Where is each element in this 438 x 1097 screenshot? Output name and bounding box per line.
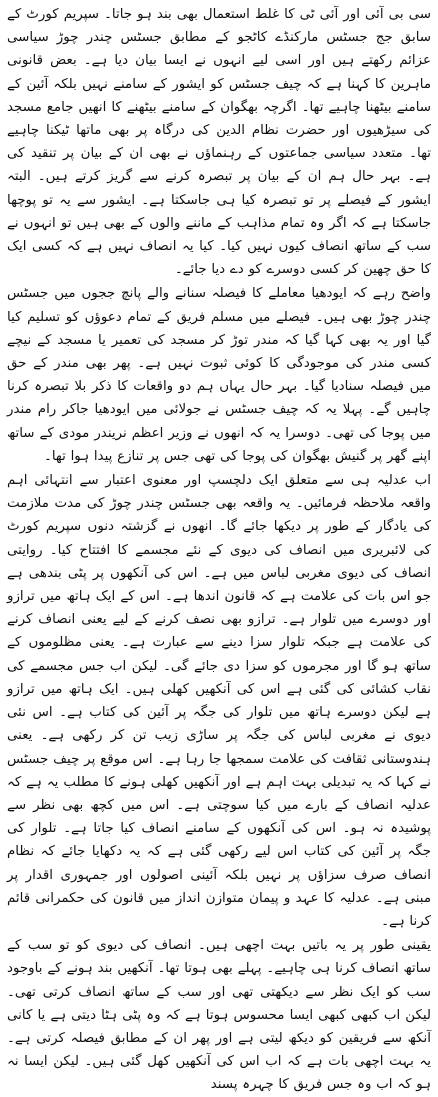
paragraph-3: اب عدلیہ ہی سے متعلق ایک دلچسپ اور معنوی اعتبار سے انتہائی اہم واقعہ ملاحظہ فرمائیں۔ یہ واقعہ بھی جسٹس چندر چوڑ کی مدت ملازمت کی یادگار کے طور پر دیکھا جائے گا۔ انھوں نے گزشتہ دنوں سپریم کورٹ کی لائبریری میں انصاف کی دیوی کے نئے مجسمے کا افتتاح کیا۔ روایتی انصاف کی دیوی مغربی لباس میں ہے۔ اس کی آنکھوں پر پٹی بندھی ہے جو اس بات کی علامت ہے کہ قانون اندھا ہے۔ اس کے ایک ہاتھ میں ترازو اور دوسرے میں تلوار ہے۔ ترازو بھی نصف کرنے کے لیے یعنی انصاف کرنے کی علامت ہے جبکہ تلوار سزا دینے سے عبارت ہے۔ یعنی مظلوموں کے ساتھ ہو گا اور مجرموں کو سزا دی جائے گی۔ لیکن اب جس مجسمے کی نقاب کشائی کی گئی ہے اس کی آنکھیں کھلی ہیں۔ ایک ہاتھ میں ترازو ہے لیکن دوسرے ہاتھ میں تلوار کی جگہ پر آئین کی کتاب ہے۔ اس نئی دیوی نے مغربی لباس کی جگہ پر ساڑی زیب تن کر رکھی ہے۔ یعنی ہندوستانی ثقافت کی علامت سمجھا جا رہا ہے۔ اس موقع پر چیف جسٹس نے کہا کہ یہ تبدیلی بہت اہم ہے اور آنکھیں کھلی ہونے کا مطلب یہ ہے کہ عدلیہ انصاف کے بارے میں کیا سوچتی ہے۔ اس میں کچھ بھی نظر سے پوشیدہ نہ ہو۔ اس کی آنکھوں کے سامنے انصاف کیا جاتا ہے۔ تلوار کی جگہ پر آئین کی کتاب اس لیے رکھی گئی ہے کہ یہ دکھایا جائے کہ نظام انصاف صرف سزاؤں پر نہیں بلکہ آئینی اصولوں اور جمہوری اقدار پر مبنی ہے۔ عدلیہ کا عہد و پیمان متوازن انداز میں قانون کی حکمرانی قائم کرنا ہے۔: [7, 473, 431, 929]
paragraph-4: یقینی طور پر یہ باتیں بہت اچھی ہیں۔ انصاف کی دیوی کو تو سب کے ساتھ انصاف کرنا ہی چاہیے۔ پہلے بھی ہوتا تھا۔ آنکھیں بند ہونے کے باوجود سب کو ایک نظر سے دیکھتی تھی اور سب کے ساتھ انصاف کرتی تھی۔ لیکن اب کبھی کبھی ایسا محسوس ہوتا ہے کہ وہ پٹی ہٹا دیتی ہے یا کانی آنکھ سے فریقین کو دیکھ لیتی ہے اور پھر ان کے مطابق فیصلہ کرتی ہے۔ یہ بہت اچھی بات ہے کہ اب اس کی آنکھیں کھل گئی ہیں۔ لیکن ایسا نہ ہو کہ اب وہ جس فریق کا چہرہ پسند: [7, 938, 431, 1093]
paragraph-2: واضح رہے کہ ایودھیا معاملے کا فیصلہ سنانے والے پانچ ججوں میں جسٹس چندر چوڑ بھی ہیں۔ فیصلے میں مسلم فریق کے تمام دعوؤں کو تسلیم کیا گیا اور یہ بھی کہا گیا کہ مندر توڑ کر مسجد کی تعمیر یا مسجد کے نیچے کسی مندر کی موجودگی کا کوئی ثبوت نہیں ہے۔ پھر بھی مندر کے حق میں فیصلہ سنادیا گیا۔ بہر حال یہاں ہم دو واقعات کا ذکر بلا تبصرہ کرنا چاہیں گے۔ پہلا یہ کہ چیف جسٹس نے جولائی میں ایودھیا جاکر رام مندر میں پوجا کی تھی۔ دوسرا یہ کہ انھوں نے وزیر اعظم نریندر مودی کے ساتھ اپنے گھر پر گنیش بھگوان کی پوجا کی تھی جس پر تنازع پیدا ہوا تھا۔: [7, 286, 431, 464]
paragraph-1: سی بی آئی اور آئی ٹی کا غلط استعمال بھی بند ہو جاتا۔ سپریم کورٹ کے سابق جج جسٹس مارکنڈے کاٹجو کے مطابق جسٹس چندر چوڑ سیاسی عزائم رکھتے ہیں اور اسی لیے انہوں نے ایسا بیان دیا ہے۔ بعض قانونی ماہرین کا کہنا ہے کہ چیف جسٹس کو ایشور کے سامنے نہیں بلکہ آئین کے سامنے بیٹھنا چاہیے تھا۔ اگرچہ بھگوان کے سامنے بیٹھنے کا انھیں جامع مسجد کی سیڑھیوں اور حضرت نظام الدین کی درگاہ پر بھی ماتھا ٹیکنا چاہیے تھا۔ متعدد سیاسی جماعتوں کے رہنماؤں نے بھی ان کے بیان پر تنقید کی ہے۔ بہر حال ہم ان کے بیان پر تبصرہ کرنے سے گریز کرتے ہیں۔ البتہ ایشور کے فیصلے پر تو تبصرہ کیا ہی جاسکتا ہے۔ ایشور سے یہ تو پوچھا جاسکتا ہے کہ اگر وہ تمام مذاہب کے ماننے والوں کے بھی ہیں تو انہوں نے سب کے ساتھ انصاف کیوں نہیں کیا۔ کیا یہ انصاف نہیں ہے کہ کسی ایک کا حق چھین کر کسی دوسرے کو دے دیا جائے۔: [7, 7, 431, 278]
